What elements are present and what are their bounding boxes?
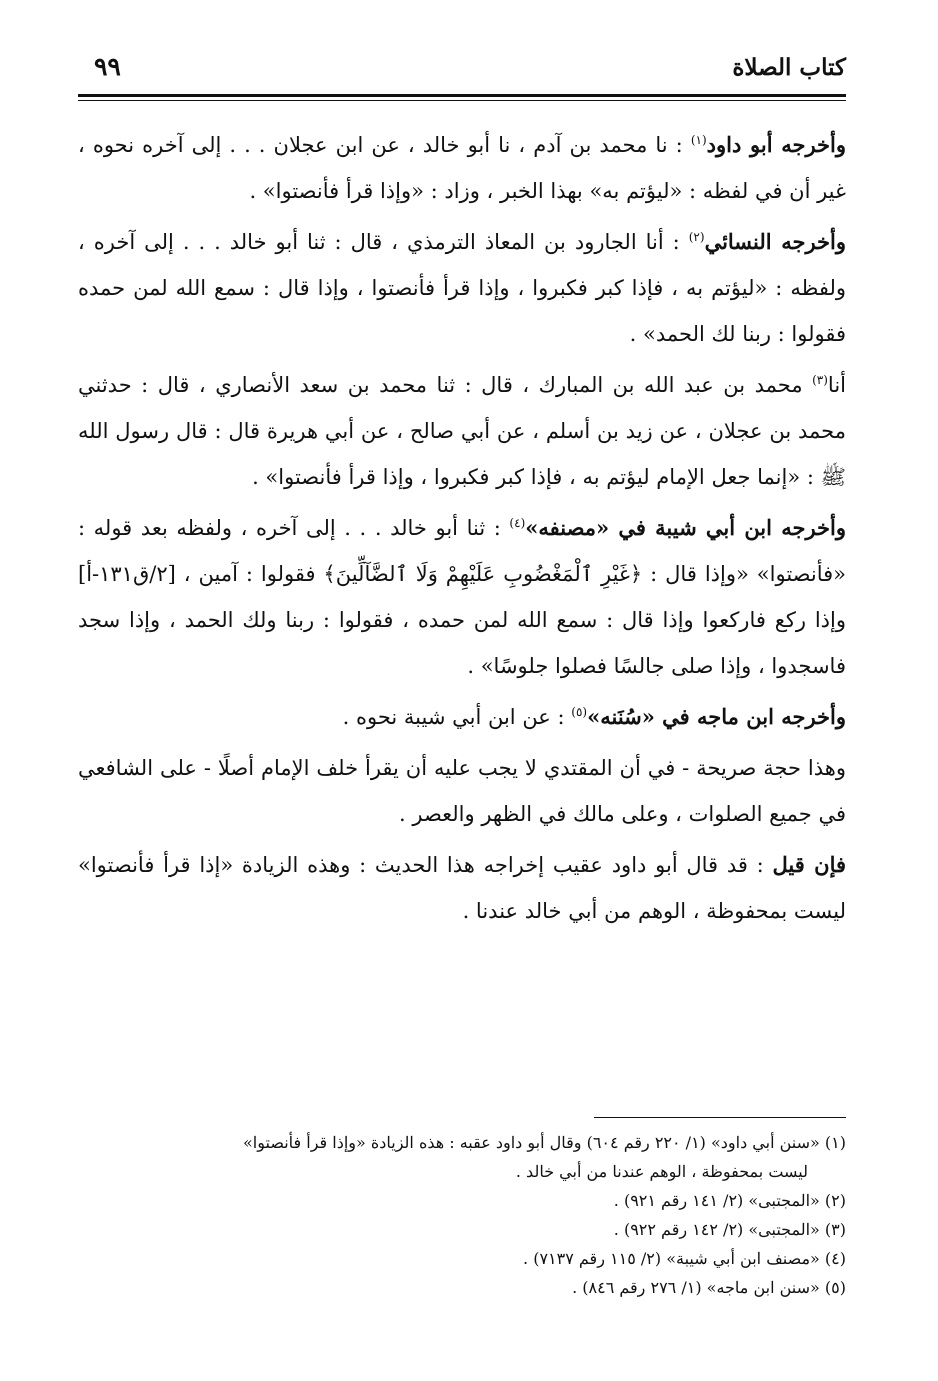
paragraph-text: محمد بن عبد الله بن المبارك ، قال : ثنا محمد بن سعد الأنصاري ، قال : حدثني محمد بن عجلان ، عن زيد بن أسلم ، عن أبي صالح ، عن أبي هريرة قال : قال رسول الله ﷺ : «إنما جعل الإمام ليؤتم به ، فإذا كبر فكبروا ، وإذا قرأ فأنصتوا» . <box>78 373 846 489</box>
chapter-title: كتاب الصلاة <box>732 54 846 81</box>
paragraph-text: : أنا الجارود بن المعاذ الترمذي ، قال : ثنا أبو خالد . . . إلى آخره ، ولفظه : «ليؤتم به ، فإذا كبر فكبروا ، وإذا قرأ فأنصتوا ، وإذا قال : سمع الله لمن حمده فقولوا : ربنا لك الحمد» . <box>78 230 846 346</box>
paragraph-lead: وأخرجه ابن ماجه في «سُنَنه» <box>587 704 846 729</box>
paragraph-lead: أنا <box>827 373 846 397</box>
paragraph-lead: فإن قيل <box>772 852 847 877</box>
paragraph-text: وهذا حجة صريحة - في أن المقتدي لا يجب عليه أن يقرأ خلف الإمام أصلًا - على الشافعي في جميع الصلوات ، وعلى مالك في الظهر والعصر . <box>78 756 846 826</box>
footnote-3: (٣) «المجتبى» (٢/ ١٤٢ رقم ٩٢٢) . <box>613 1220 846 1239</box>
header-rule-thick <box>78 94 846 97</box>
footnote-2: (٢) «المجتبى» (٢/ ١٤١ رقم ٩٢١) . <box>613 1191 846 1210</box>
paragraph-lead: وأخرجه أبو داود <box>706 132 846 157</box>
paragraph-lead: وأخرجه ابن أبي شيبة في «مصنفه» <box>525 515 846 540</box>
main-text <box>78 122 846 939</box>
page-number: ٩٩ <box>94 52 121 81</box>
paragraph-7 <box>78 842 846 934</box>
paragraph-text: : قد قال أبو داود عقيب إخراجه هذا الحديث : وهذه الزيادة «إذا قرأ فأنصتوا» ليست بمحفوظة ، الوهم من أبي خالد عندنا . <box>78 853 846 923</box>
footnote-4: (٤) «مصنف ابن أبي شيبة» (٢/ ١١٥ رقم ٧١٣٧) . <box>523 1249 846 1268</box>
footnote-ref: (٥) <box>571 705 588 719</box>
paragraph-5 <box>78 694 846 740</box>
paragraph-3 <box>78 362 846 500</box>
document-page <box>78 40 847 1297</box>
footnotes <box>78 1128 846 1302</box>
footnote-1: (١) «سنن أبي داود» (١/ ٢٢٠ رقم ٦٠٤) وقال أبو داود عقبه : هذه الزيادة «وإذا قرأ فأنصتوا» <box>242 1133 846 1152</box>
header-rule-thin <box>78 100 846 101</box>
footnote-1-continuation: ليست بمحفوظة ، الوهم عندنا من أبي خالد . <box>515 1162 808 1181</box>
paragraph-2 <box>78 219 846 357</box>
paragraph-text: : ثنا أبو خالد . . . إلى آخره ، ولفظه بعد قوله : «فأنصتوا» «وإذا قال : ﴿غَيْرِ ٱلْمَغْضُوبِ عَلَيْهِمْ وَلَا ٱلضَّآلِّينَ﴾ فقولوا : آمين ، [٢/ق١٣١-أ] وإذا ركع فاركعوا وإذا قال : سمع الله لمن حمده ، فقولوا : ربنا ولك الحمد ، وإذا سجد فاسجدوا ، وإذا صلى جالسًا فصلوا جلوسًا» . <box>78 516 846 678</box>
paragraph-4 <box>78 505 846 689</box>
footnote-ref: (٣) <box>812 373 828 387</box>
footnote-ref: (١) <box>690 133 707 147</box>
footnote-separator <box>594 1117 846 1118</box>
footnote-ref: (٢) <box>688 230 705 244</box>
page-header <box>78 40 846 94</box>
paragraph-6 <box>78 745 846 837</box>
footnote-5: (٥) «سنن ابن ماجه» (١/ ٢٧٦ رقم ٨٤٦) . <box>572 1278 846 1297</box>
paragraph-1 <box>78 122 846 214</box>
paragraph-text: : نا محمد بن آدم ، نا أبو خالد ، عن ابن عجلان . . . إلى آخره نحوه ، غير أن في لفظه : «ليؤتم به» بهذا الخبر ، وزاد : «وإذا قرأ فأنصتوا» . <box>78 133 846 203</box>
footnote-ref: (٤) <box>509 516 526 530</box>
paragraph-text: : عن ابن أبي شيبة نحوه . <box>342 705 572 729</box>
paragraph-lead: وأخرجه النسائي <box>704 229 846 254</box>
